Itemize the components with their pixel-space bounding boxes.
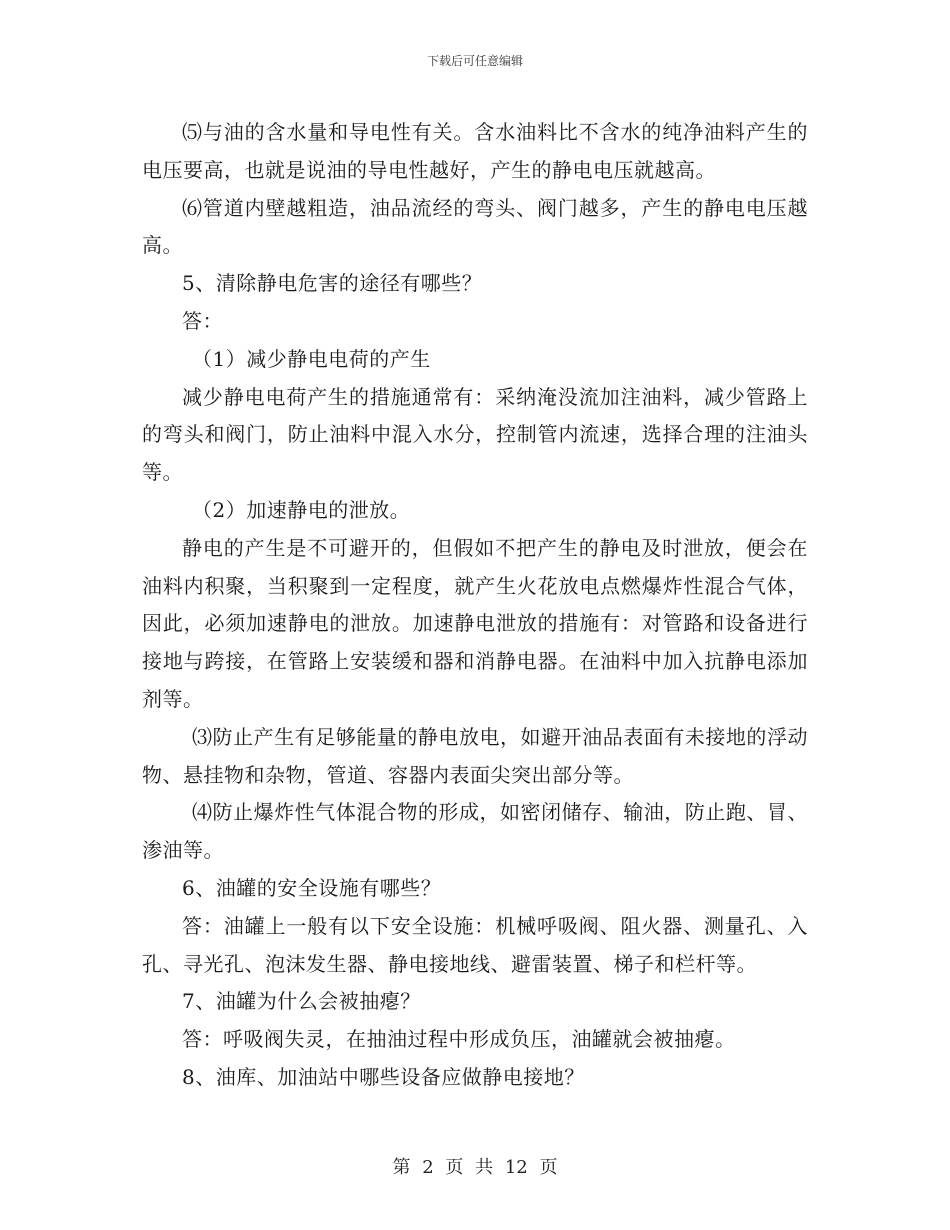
answer-label-5: 答： [182, 308, 223, 333]
answer-6: 答：油罐上一般有以下安全设施：机械呼吸阀、阻火器、测量孔、入孔、寻光孔、泡沫发生器、静电接地线、避雷装置、梯子和栏杆等。 [142, 913, 808, 976]
answer-7: 答：呼吸阀失灵，在抽油过程中形成负压，油罐就会被抽瘪。 [182, 1027, 736, 1052]
paragraph-reduce-charge: 减少静电电荷产生的措施通常有：采纳淹没流加注油料，减少管路上的弯头和阀门，防止油料中混入水分，控制管内流速，选择合理的注油头等。 [142, 384, 808, 485]
question-7: 7、油罐为什么会被抽瘪？ [182, 989, 421, 1014]
document-body [142, 114, 808, 1097]
question-6: 6、油罐的安全设施有哪些？ [182, 875, 442, 900]
question-5: 5、清除静电危害的途径有哪些？ [182, 271, 483, 296]
paragraph-prevent-discharge: ⑶防止产生有足够能量的静电放电，如避开油品表面有未接地的浮动物、悬挂物和杂物，管道、容器内表面尖突出部分等。 [142, 724, 808, 787]
subheading-reduce-charge: （1）减少静电电荷的产生 [192, 346, 431, 371]
paragraph-prevent-explosive-mixture: ⑷防止爆炸性气体混合物的形成，如密闭储存、输油，防止跑、冒、渗油等。 [142, 800, 808, 863]
page-header: 下载后可任意编辑 [426, 54, 523, 68]
paragraph-pipe-wall: ⑹管道内壁越粗造，油品流经的弯头、阀门越多，产生的静电电压越高。 [142, 195, 808, 258]
paragraph-conductivity: ⑸与油的含水量和导电性有关。含水油料比不含水的纯净油料产生的电压要高，也就是说油的导电性越好，产生的静电电压就越高。 [142, 120, 808, 182]
subheading-accelerate-discharge: （2）加速静电的泄放。 [192, 497, 411, 522]
paragraph-accelerate-discharge: 静电的产生是不可避开的，但假如不把产生的静电及时泄放，便会在油料内积聚，当积聚到一定程度，就产生火花放电点燃爆炸性混合气体，因此，必须加速静电的泄放。加速静电泄放的措施有：对管路和设备进行接地与跨接，在管路上安装缓和器和消静电器。在油料中加入抗静电添加剂等。 [142, 535, 808, 711]
page-number-footer: 第 2 页 共 12 页 [392, 1157, 558, 1178]
question-8: 8、油库、加油站中哪些设备应做静电接地？ [182, 1064, 585, 1089]
